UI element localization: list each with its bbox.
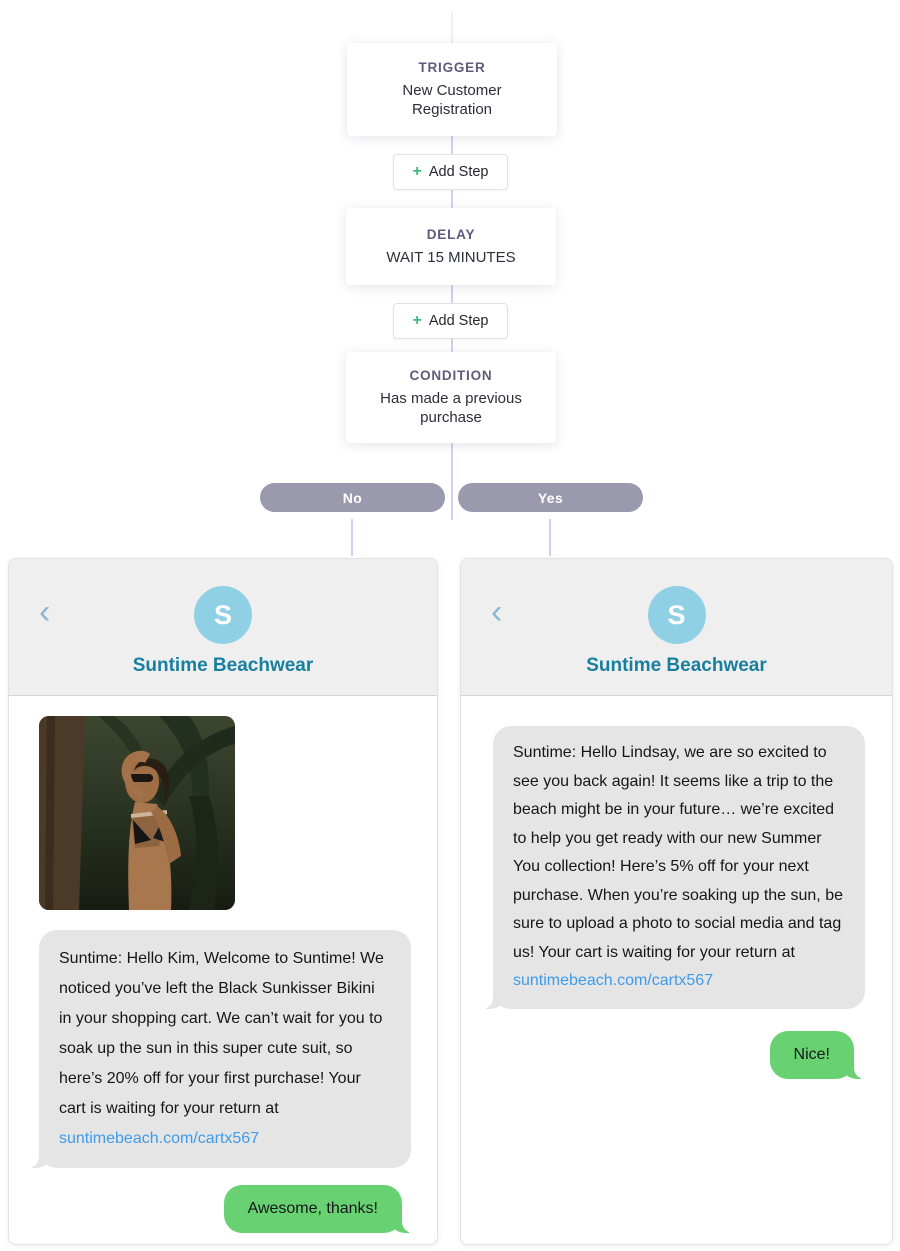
step-type-label: DELAY [426,226,476,242]
bikini-photo-illustration [39,716,235,910]
sms-preview-no-branch [8,558,438,1245]
connector-line-top [451,12,453,43]
cart-link[interactable]: suntimebeach.com/cartx567 [59,1130,260,1147]
sms-text: Suntime: Hello Kim, Welcome to Suntime! We noticed you’ve left the Black Sunkisser Bikini in your shopping cart. We can’t wait for you to soak up the sun in this super cute suit, so here’s 20% off for your first purchase! Your cart is waiting for your return at [59,950,384,1117]
add-step-button-2[interactable] [393,303,508,339]
cart-link[interactable]: suntimebeach.com/cartx567 [513,972,714,989]
back-chevron-icon[interactable]: ‹ [39,593,51,631]
connector-line-no-branch [351,519,353,556]
reply-sms-bubble: Awesome, thanks! [224,1185,402,1233]
avatar: S [648,586,706,644]
add-step-label: Add Step [428,313,489,329]
sms-preview-yes-branch [460,558,893,1245]
step-description: New Customer Registration [402,82,502,118]
delay-step-card[interactable] [346,208,556,285]
trigger-step-card[interactable] [347,43,557,136]
incoming-sms-bubble [493,726,865,1009]
step-type-label: CONDITION [409,368,493,383]
step-description: WAIT 15 MINUTES [386,248,516,266]
plus-icon: + [412,163,422,180]
condition-step-card[interactable] [346,352,556,443]
brand-name: Suntime Beachwear [132,655,314,676]
back-chevron-icon[interactable]: ‹ [491,593,503,631]
conversation-area [9,696,437,1244]
branch-pill-yes[interactable]: Yes [458,483,643,512]
incoming-sms-bubble [39,930,411,1168]
product-photo [39,716,235,910]
reply-sms-bubble: Nice! [770,1031,854,1079]
add-step-button-1[interactable] [393,154,508,190]
sms-text: Suntime: Hello Lindsay, we are so excited to see you back again! It seems like a trip to the beach might be in your future… we’re excited to help you get ready with our new Summer You collection! Here’s 5% off for your next purchase. When you’re soaking up the sun, be sure to upload a photo to social media and tag us! Your cart is waiting for your return at [513,744,843,961]
branch-pill-no[interactable]: No [260,483,445,512]
conversation-area [461,696,892,1244]
avatar: S [194,586,252,644]
phone-header [461,559,892,696]
brand-name: Suntime Beachwear [586,655,767,676]
step-type-label: TRIGGER [418,60,486,75]
connector-line-yes-branch [549,519,551,556]
plus-icon: + [412,312,422,329]
phone-header [9,559,437,696]
add-step-label: Add Step [428,164,489,180]
step-description: Has made a previous purchase [380,390,522,426]
